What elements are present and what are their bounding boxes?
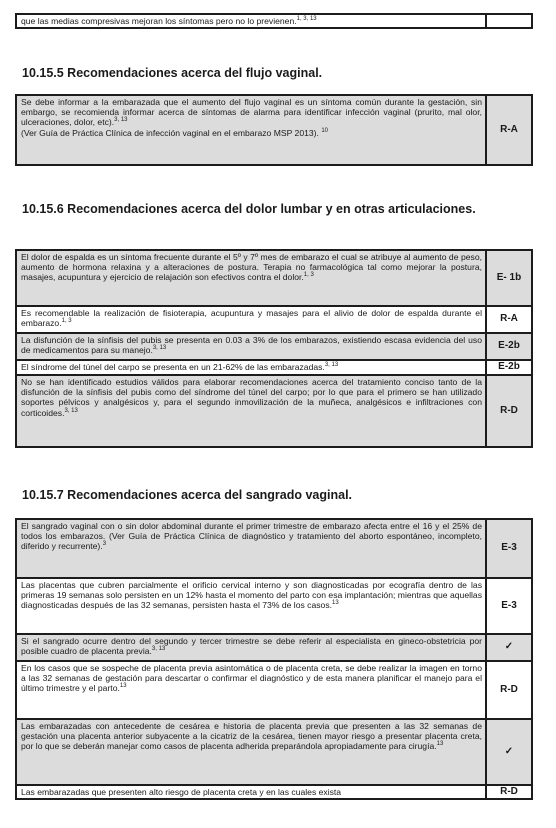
top-continuation-table bbox=[15, 13, 533, 29]
section-heading-flujo-vaginal: 10.15.5 Recomendaciones acerca del flujo vaginal. bbox=[22, 66, 323, 80]
table-row bbox=[16, 519, 532, 578]
recommendation-text: En los casos que se sospeche de placenta previa asintomática o de placenta creta, se debe realizar la imagen en torno a las 32 semanas de gestación para descartar o confirmar el diagnóstico y de esta manera planificar el manejo para el último trimestre y el parto.$^{13}$ bbox=[16, 661, 486, 719]
table-row bbox=[16, 719, 532, 785]
recommendation-text: Se debe informar a la embarazada que el aumento del flujo vaginal es un síntoma común durante la gestación, sin embargo, se recomienda informar acerca de síntomas de alarma para identificar infección vaginal (prurito, mal olor, ulceraciones, dolor, etc).$^{3, 13}$ (Ver Guía de Práctica Clínica de infección vaginal en el embarazo MSP 2013). $^{10}$ bbox=[16, 95, 486, 165]
sangrado-vaginal-table bbox=[15, 518, 533, 800]
flujo-vaginal-table bbox=[15, 94, 533, 166]
grade-cell: E-2b bbox=[486, 333, 532, 360]
recommendation-text: No se han identificado estudios válidos para elaborar recomendaciones acerca del tratamiento conciso tanto de la disfunción de la sínfisis del pubis como del síndrome del túnel del carpo; por lo que para el primero se han utilizado soportes pélvicos y analgésicos y, para el segundo inmovilización de la muñeca, analgésicos e infiltraciones con corticoides.$^{3, 13}$ bbox=[16, 375, 486, 447]
table-row bbox=[16, 661, 532, 719]
table-row bbox=[16, 578, 532, 634]
grade-cell: R-A bbox=[486, 306, 532, 333]
grade-cell: ✓ bbox=[486, 634, 532, 661]
recommendation-text: Si el sangrado ocurre dentro del segundo y tercer trimestre se debe referir al especialista en gineco-obstetricia por posible cuadro de placenta previa.$^{3, 13}$ bbox=[16, 634, 486, 661]
table-row bbox=[16, 95, 532, 165]
grade-cell bbox=[486, 14, 532, 28]
table-row bbox=[16, 375, 532, 447]
grade-cell: E- 1b bbox=[486, 250, 532, 306]
grade-cell: ✓ bbox=[486, 719, 532, 785]
recommendation-text: El sangrado vaginal con o sin dolor abdominal durante el primer trimestre de embarazo afecta entre el 16 y el 25% de todos los embarazos. (Ver Guía de Práctica Clínica de diagnóstico y tratamiento del aborto espontáneo, incompleto, diferido y recurrente).$^3$ bbox=[16, 519, 486, 578]
grade-cell: R-A bbox=[486, 95, 532, 165]
recommendation-text: Las embarazadas con antecedente de cesárea e historia de placenta previa que presenten a las 32 semanas de gestación una placenta anterior subyacente a la cicatriz de la cesárea, tienen mayor riesgo a presentar placenta creta, por lo que se deberán manejar como casos de placenta adherida preparándola apropiadamente para cirugía.$^{13}$ bbox=[16, 719, 486, 785]
table-row bbox=[16, 333, 532, 360]
table-row bbox=[16, 634, 532, 661]
recommendation-text: El dolor de espalda es un síntoma frecuente durante el 5º y 7º mes de embarazo el cual se atribuye al aumento de peso, aumento de hormona relaxina y a alteraciones de postura. Terapia no farmacológica tal como mejorar la postura, masajes, acupuntura y ejercicio de relajación son efectivos contra el dolor.$^{1, 3}$ bbox=[16, 250, 486, 306]
table-row bbox=[16, 785, 532, 799]
grade-cell: E-3 bbox=[486, 519, 532, 578]
table-row bbox=[16, 14, 532, 28]
recommendation-text: El síndrome del túnel del carpo se presenta en un 21-62% de las embarazadas.$^{3, 13}$ bbox=[16, 360, 486, 375]
recommendation-text: Las embarazadas que presenten alto riesgo de placenta creta y en las cuales exista bbox=[16, 785, 486, 799]
dolor-lumbar-table bbox=[15, 249, 533, 448]
table-row bbox=[16, 250, 532, 306]
recommendation-text: Es recomendable la realización de fisioterapia, acupuntura y masajes para el alivio de dolor de espalda durante el embarazo.$^{1, 3}$ bbox=[16, 306, 486, 333]
grade-cell: R-D bbox=[486, 661, 532, 719]
section-heading-sangrado-vaginal: 10.15.7 Recomendaciones acerca del sangrado vaginal. bbox=[22, 488, 353, 502]
recommendation-text: La disfunción de la sínfisis del pubis se presenta en 0.03 a 3% de los embarazos, existiendo escasa evidencia del uso de medicamentos para su manejo.$^{3, 13}$ bbox=[16, 333, 486, 360]
table-row bbox=[16, 306, 532, 333]
recommendation-text: Las placentas que cubren parcialmente el orificio cervical interno y son diagnosticadas por ecografía dentro de las primeras 19 semanas solo persisten en un 12% hasta el momento del parto con esa implantación; mientras que aquellas diagnosticadas después de las 32 semanas, persisten hasta el 73% de los casos.$^{13}$ bbox=[16, 578, 486, 634]
grade-cell: R-D bbox=[486, 375, 532, 447]
recommendation-text: que las medias compresivas mejoran los síntomas pero no lo previenen.$^{1, 3, 13}$ bbox=[16, 14, 486, 28]
grade-cell: E-2b bbox=[486, 360, 532, 375]
section-heading-dolor-lumbar: 10.15.6 Recomendaciones acerca del dolor lumbar y en otras articulaciones. bbox=[22, 202, 476, 216]
grade-cell: E-3 bbox=[486, 578, 532, 634]
grade-cell: R-D bbox=[486, 785, 532, 799]
table-row bbox=[16, 360, 532, 375]
